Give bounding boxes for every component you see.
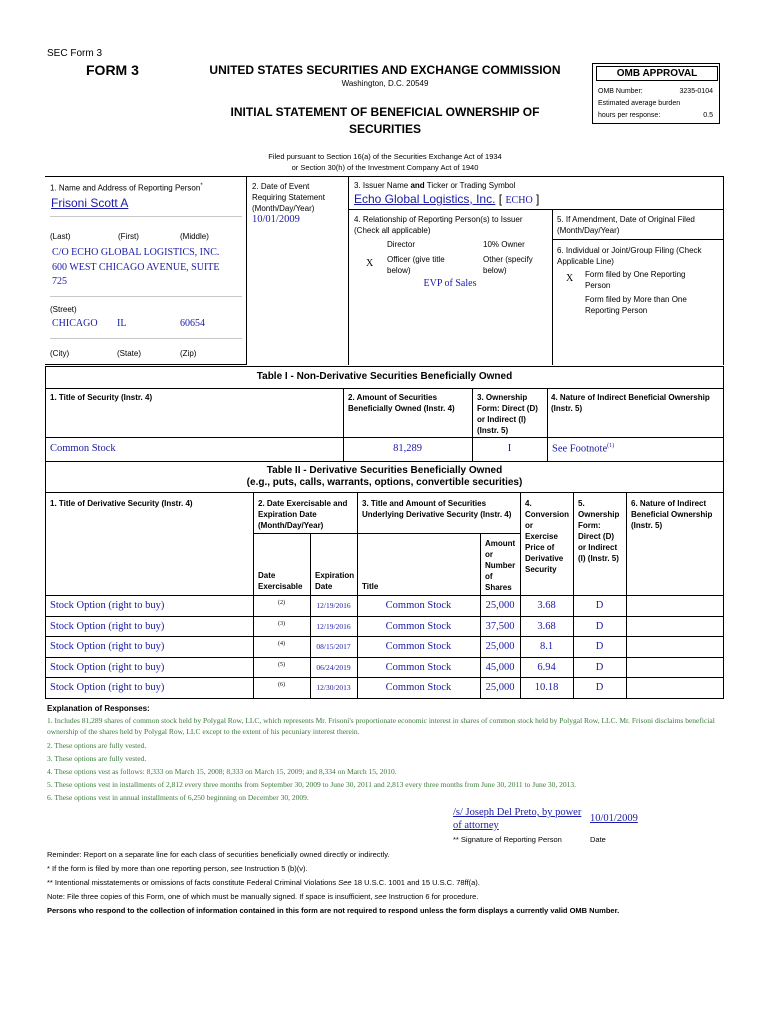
- omb-notice: Persons who respond to the collection of information contained in this form are not required to respond unless the form displays a currently valid OMB Number.: [47, 906, 620, 915]
- t1-col2-header: 2. Amount of Securities Beneficially Owned (Instr. 4): [348, 393, 455, 413]
- t2-col6-header: 6. Nature of Indirect Beneficial Ownership (Instr. 5): [631, 499, 713, 530]
- explanation-note: 6. These options vest in annual installments of 6,250 beginning on December 30, 2009.: [47, 793, 309, 802]
- explanation-note: 2. These options are fully vested.: [47, 741, 147, 750]
- address-line3: 725: [52, 276, 67, 287]
- t1-row-nature: See Footnote$^{(1)}$: [552, 443, 615, 455]
- first-label: (First): [118, 232, 139, 241]
- signature-label: ** Signature of Reporting Person: [453, 835, 562, 844]
- table-row: [45, 596, 724, 616]
- reporting-person-label: 1. Name and Address of Reporting Person*: [50, 183, 203, 193]
- table2-subtitle: (e.g., puts, calls, warrants, options, convertible securities): [246, 477, 523, 488]
- explanation-note: 5. These options vest in installments of 2,812 every three months from September 30, 2009 to June 30, 2011 and 2,813 every three months from June 30, 2011 to June 30, 2013.: [47, 780, 577, 789]
- t2-row-shares: 25,000: [485, 682, 515, 693]
- t2-row-form: D: [595, 641, 604, 652]
- omb-number-value: 3235-0104: [679, 88, 713, 95]
- table-row: [45, 617, 724, 637]
- t2-title-subheader: Title: [362, 582, 379, 591]
- explanation-note: 1. Includes 81,289 shares of common stock held by Polygal Row, LLC, which represents Mr. Frisoni's proportionate economic interest in shares of common stock held by Polygal Row, LLC. Mr. Frisoni disclaims beneficial ownership of the shares held by Polygal Row, LLC except to the extent of his pecuniary interest therein.: [47, 716, 715, 736]
- reminder-text: Reminder: Report on a separate line for each class of securities beneficially owned directly or indirectly.: [47, 850, 390, 859]
- t2-row-price: 3.68: [537, 621, 556, 632]
- officer-title-value: EVP of Sales: [423, 278, 477, 289]
- zip-value: 60654: [180, 318, 205, 329]
- t1-row-form: I: [507, 443, 512, 454]
- table-row: [45, 678, 724, 698]
- t2-row-exercisable: (6): [278, 682, 285, 688]
- burden-label: Estimated average burden: [598, 100, 681, 107]
- t2-row-sec-title: Common Stock: [385, 641, 452, 652]
- officer-label: Officer (give title below): [387, 255, 445, 275]
- t2-col4-header: 4. Conversion or Exercise Price of Derivative Security: [525, 499, 570, 574]
- issuer-line: Echo Global Logistics, Inc. [ ECHO ]: [354, 192, 540, 206]
- t2-row-expiration: 12/19/2016: [316, 622, 351, 631]
- omb-number-label: OMB Number:: [598, 88, 643, 95]
- t1-col4-header: 4. Nature of Indirect Beneficial Ownership (Instr. 5): [551, 393, 710, 413]
- director-label: Director: [387, 240, 416, 249]
- omb-approval-title: OMB APPROVAL: [596, 66, 718, 81]
- one-person-label: Form filed by One Reporting Person: [585, 270, 686, 290]
- street-label: (Street): [50, 305, 77, 314]
- t2-amount-subheader: Amount or Number of Shares: [485, 539, 516, 592]
- t2-col5-header: 5. Ownership Form: Direct (D) or Indirect (I) (Instr. 5): [578, 499, 620, 563]
- t2-row-title: Stock Option (right to buy): [50, 621, 165, 632]
- signature-date: 10/01/2009: [590, 813, 638, 824]
- ten-pct-owner-label: 10% Owner: [483, 240, 525, 249]
- t2-row-price: 3.68: [537, 600, 556, 611]
- hours-label: hours per response:: [598, 112, 661, 119]
- last-label: (Last): [50, 232, 71, 241]
- note-copies: Note: File three copies of this Form, one of which must be manually signed. If space is insufficient, see Instruction 6 for procedure.: [47, 892, 479, 901]
- footnote-double-asterisk: ** Intentional misstatements or omissions of facts constitute Federal Criminal Violations See 18 U.S.C. 1001 and 15 U.S.C. 78ff(a).: [47, 878, 480, 887]
- t2-row-exercisable: (3): [278, 621, 285, 627]
- event-date-value: 10/01/2009: [252, 214, 300, 225]
- t2-date-exercisable-header: Date Exercisable: [258, 571, 303, 591]
- t2-row-price: 8.1: [539, 641, 554, 652]
- t2-row-shares: 45,000: [485, 662, 515, 673]
- statement-title-line1: INITIAL STATEMENT OF BENEFICIAL OWNERSHIP OF: [230, 105, 540, 119]
- t2-row-expiration: 06/24/2019: [316, 663, 351, 672]
- filed-pursuant-line2: or Section 30(h) of the Investment Company Act of 1940: [291, 163, 479, 172]
- t1-col1-header: 1. Title of Security (Instr. 4): [50, 393, 153, 402]
- amendment-label: 5. If Amendment, Date of Original Filed (Month/Day/Year): [557, 215, 695, 235]
- explanation-note: 4. These options vest as follows: 8,333 on March 15, 2008; 8,333 on March 15, 2009; and 8,334 on March 15, 2010.: [47, 767, 397, 776]
- t2-row-title: Stock Option (right to buy): [50, 600, 165, 611]
- t2-col1-header: 1. Title of Derivative Security (Instr. 4): [50, 499, 193, 508]
- state-label: (State): [117, 349, 142, 358]
- t2-row-sec-title: Common Stock: [385, 600, 452, 611]
- t2-col3-header: 3. Title and Amount of Securities Underlying Derivative Security (Instr. 4): [362, 499, 512, 519]
- issuer-name[interactable]: Echo Global Logistics, Inc.: [354, 192, 496, 206]
- sec-form-label: SEC Form 3: [47, 48, 103, 59]
- t2-row-expiration: 12/30/2013: [316, 683, 351, 692]
- one-person-checkbox-mark[interactable]: X: [566, 273, 574, 284]
- hours-value: 0.5: [703, 112, 713, 119]
- zip-label: (Zip): [180, 349, 197, 358]
- city-value: CHICAGO: [52, 318, 98, 329]
- t2-row-form: D: [595, 600, 604, 611]
- relationship-label: 4. Relationship of Reporting Person(s) to Issuer (Check all applicable): [354, 215, 523, 235]
- t2-row-shares: 25,000: [485, 641, 515, 652]
- other-label: Other (specify below): [483, 255, 533, 275]
- middle-label: (Middle): [180, 232, 209, 241]
- form-title: FORM 3: [86, 62, 139, 78]
- more-person-label: Form filed by More than One Reporting Person: [585, 295, 687, 315]
- table-row: [45, 637, 724, 657]
- date-label: Date: [590, 835, 606, 844]
- t2-row-price: 6.94: [537, 662, 556, 673]
- t2-row-form: D: [595, 621, 604, 632]
- t2-row-title: Stock Option (right to buy): [50, 662, 165, 673]
- t2-row-exercisable: (4): [278, 641, 285, 647]
- address-line1: C/O ECHO GLOBAL LOGISTICS, INC.: [52, 247, 220, 258]
- t2-row-sec-title: Common Stock: [385, 662, 452, 673]
- t2-row-title: Stock Option (right to buy): [50, 641, 165, 652]
- t1-row-amount: 81,289: [393, 443, 422, 454]
- reporting-person-name[interactable]: Frisoni Scott A: [51, 196, 129, 210]
- table1-title: Table I - Non-Derivative Securities Beneficially Owned: [256, 371, 513, 382]
- t2-row-price: 10.18: [534, 682, 559, 693]
- t2-row-shares: 25,000: [485, 600, 515, 611]
- t2-row-shares: 37,500: [485, 621, 515, 632]
- ticker-symbol: ECHO: [505, 195, 533, 206]
- explanation-heading: Explanation of Responses:: [47, 704, 150, 713]
- explanation-note: 3. These options are fully vested.: [47, 754, 147, 763]
- t2-row-expiration: 08/15/2017: [316, 642, 351, 651]
- commission-title: UNITED STATES SECURITIES AND EXCHANGE COMMISSION: [209, 63, 561, 77]
- omb-approval-box: [592, 63, 720, 124]
- t2-row-exercisable: (5): [278, 662, 285, 668]
- t2-row-form: D: [595, 682, 604, 693]
- t2-row-title: Stock Option (right to buy): [50, 682, 165, 693]
- t2-row-sec-title: Common Stock: [385, 621, 452, 632]
- t2-row-expiration: 12/19/2016: [316, 601, 351, 610]
- state-value: IL: [117, 318, 127, 329]
- event-date-label: 2. Date of Event Requiring Statement (Month/Day/Year): [252, 182, 325, 213]
- t2-row-exercisable: (2): [278, 600, 285, 606]
- t2-row-form: D: [595, 662, 604, 673]
- commission-location: Washington, D.C. 20549: [341, 79, 429, 88]
- filing-type-label: 6. Individual or Joint/Group Filing (Check Applicable Line): [557, 246, 702, 266]
- issuer-label: 3. Issuer Name and Ticker or Trading Symbol: [354, 181, 516, 190]
- signature-name: /s/ Joseph Del Preto, by power of attorney: [453, 807, 582, 831]
- t1-col3-header: 3. Ownership Form: Direct (D) or Indirect (I) (Instr. 5): [477, 393, 538, 435]
- officer-checkbox-mark[interactable]: X: [366, 258, 374, 269]
- footnote-asterisk: * If the form is filed by more than one reporting person, see Instruction 5 (b)(v).: [47, 864, 308, 873]
- table-row: [45, 658, 724, 678]
- t2-col2-header: 2. Date Exercisable and Expiration Date (Month/Day/Year): [258, 499, 348, 530]
- filed-pursuant-line1: Filed pursuant to Section 16(a) of the Securities Exchange Act of 1934: [268, 152, 502, 161]
- address-line2: 600 WEST CHICAGO AVENUE, SUITE: [52, 262, 220, 273]
- t2-row-sec-title: Common Stock: [385, 682, 452, 693]
- t2-expiration-header: Expiration Date: [315, 571, 355, 591]
- t1-row-title: Common Stock: [50, 443, 116, 454]
- table2-title: Table II - Derivative Securities Beneficially Owned: [266, 465, 503, 476]
- statement-title-line2: SECURITIES: [348, 122, 421, 136]
- city-label: (City): [50, 349, 70, 358]
